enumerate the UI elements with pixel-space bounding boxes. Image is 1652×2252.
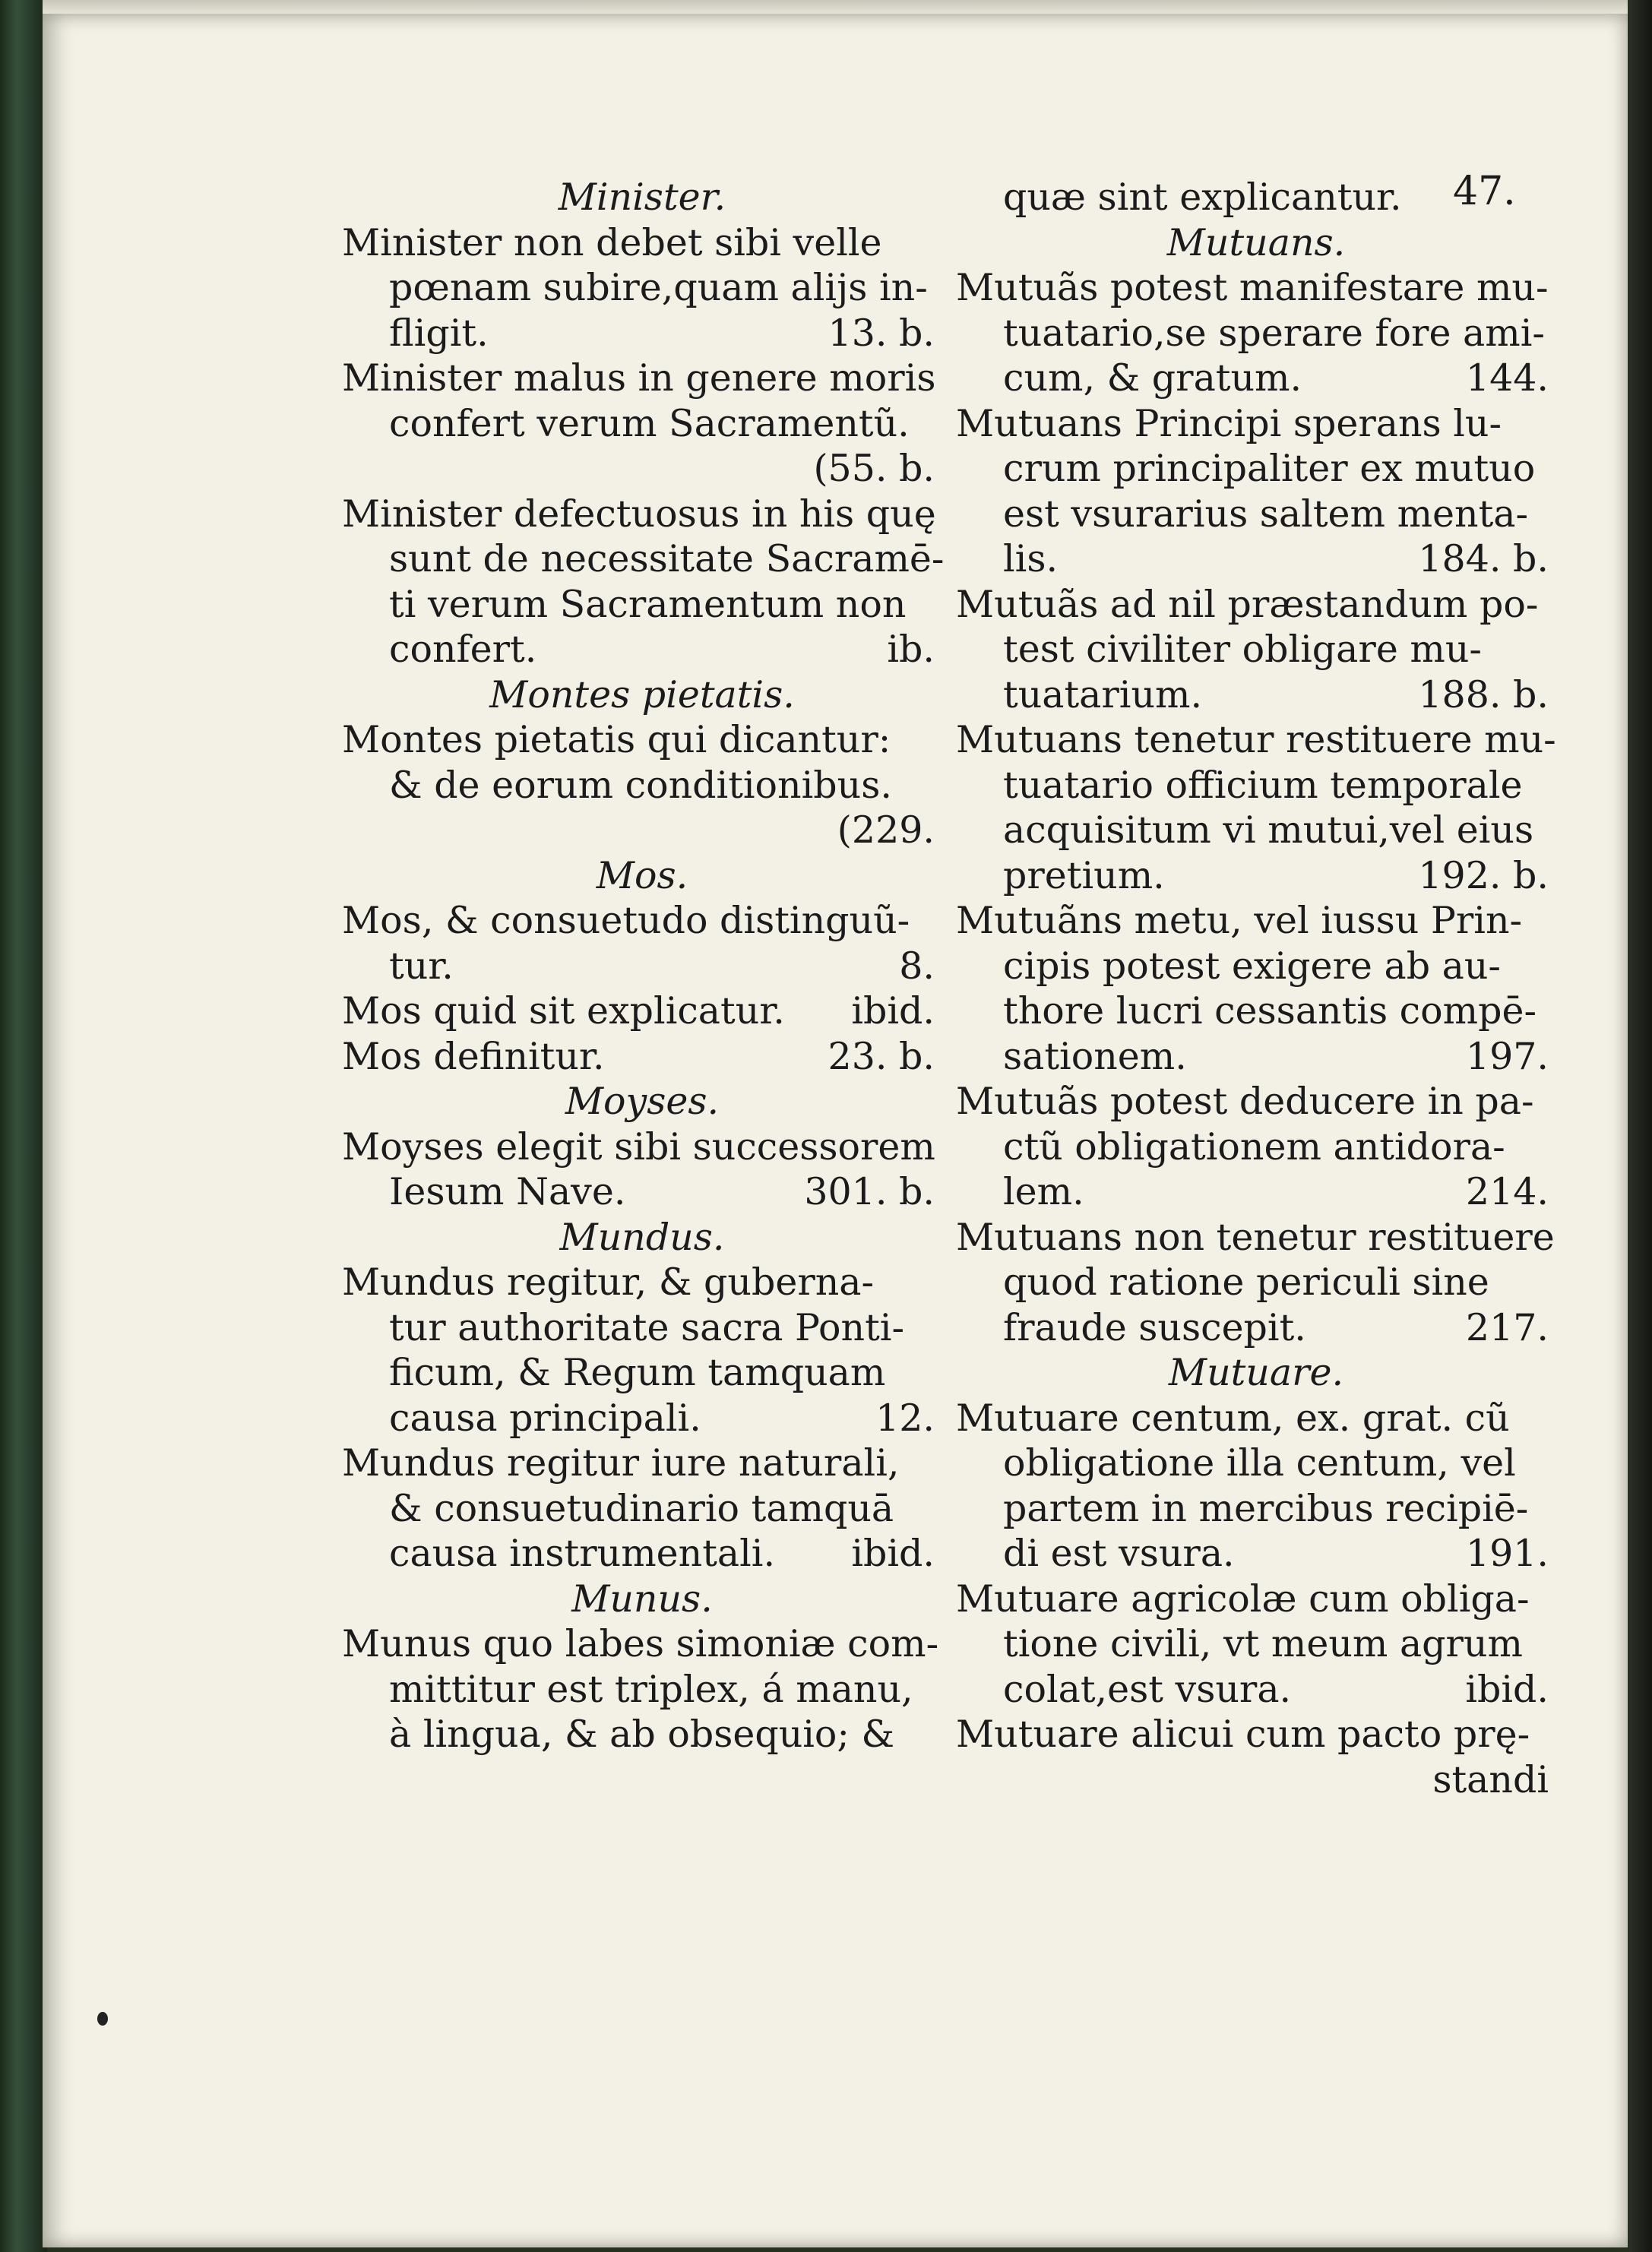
line-text: Mundus.	[559, 1215, 725, 1259]
index-continuation-line	[956, 1757, 1556, 1803]
line-text: Montes pietatis qui dicantur:	[342, 718, 891, 761]
line-text: Mutuans tenetur restituere mu-	[956, 718, 1556, 761]
line-text: confert verum Sacramentũ.	[389, 401, 910, 445]
page-reference: 13. b.	[828, 311, 935, 355]
line-text: Mutuans non tenetur restituere	[956, 1215, 1555, 1259]
index-entry-line	[342, 356, 942, 401]
line-text: pretium.	[1003, 853, 1165, 897]
index-entry-line	[956, 1396, 1556, 1441]
line-text: tione civili, vt meum agrum	[1003, 1622, 1523, 1665]
index-heading	[342, 853, 942, 899]
index-continuation-line	[342, 627, 942, 672]
line-text: tur.	[389, 944, 454, 988]
line-text: Mundus regitur iure naturali,	[342, 1441, 900, 1485]
index-continuation-line	[956, 853, 1556, 899]
index-continuation-line	[956, 446, 1556, 492]
line-text: fraude suscepit.	[1003, 1305, 1306, 1349]
page-reference: 184. b.	[1418, 537, 1549, 580]
index-continuation-line	[342, 536, 945, 582]
line-text: di est vsura.	[1003, 1532, 1235, 1575]
line-text: Iesum Nave.	[389, 1170, 626, 1213]
index-column-left	[342, 175, 945, 1757]
index-continuation-line	[342, 1486, 942, 1532]
index-continuation-line	[342, 1396, 942, 1441]
line-text: sationem.	[1003, 1034, 1187, 1078]
index-entry-line	[956, 401, 1556, 447]
page-reference: 197.	[1465, 1034, 1549, 1078]
index-continuation-line	[342, 1350, 942, 1396]
page-reference: (55. b.	[813, 447, 935, 490]
index-heading	[956, 220, 1556, 266]
index-entry-line	[956, 1215, 1556, 1260]
line-text: Moyses.	[565, 1080, 720, 1123]
line-text: Munus quo labes simoniæ com-	[342, 1622, 939, 1665]
line-text: Minister defectuosus in his quę	[342, 492, 936, 536]
index-continuation-line	[342, 1531, 942, 1577]
index-entry-line	[342, 492, 942, 537]
index-entry-line	[342, 1034, 942, 1080]
page-reference: ibid.	[851, 1532, 935, 1575]
line-text: Mutuare.	[1168, 1351, 1344, 1394]
line-text: mittitur est triplex, á manu,	[389, 1667, 913, 1711]
index-heading	[342, 1215, 942, 1260]
line-text: Mos quid sit explicatur.	[342, 989, 785, 1033]
index-continuation-line	[342, 808, 942, 853]
page-reference: 301. b.	[804, 1170, 935, 1213]
line-text: test civiliter obligare mu-	[1003, 628, 1482, 671]
page-number: 47.	[1453, 169, 1516, 214]
line-text: Mutuans Principi sperans lu-	[956, 401, 1502, 445]
index-continuation-line	[956, 763, 1556, 808]
line-text: obligatione illa centum, vel	[1003, 1441, 1516, 1485]
line-text: Mos, & consuetudo distinguũ-	[342, 899, 910, 942]
line-text: & consuetudinario tamquā	[389, 1486, 894, 1530]
page-reference: 12.	[875, 1396, 935, 1440]
index-continuation-line	[956, 627, 1556, 672]
line-text: Mos definitur.	[342, 1034, 605, 1078]
book-binding-right	[1629, 0, 1652, 2252]
index-entry-line	[956, 898, 1556, 944]
page-reference: 191.	[1465, 1532, 1549, 1575]
line-text: tur authoritate sacra Ponti-	[389, 1305, 905, 1349]
index-continuation-line	[956, 1169, 1556, 1215]
index-continuation-line	[956, 1486, 1556, 1532]
index-continuation-line	[342, 1712, 942, 1757]
line-text: confert.	[389, 628, 537, 671]
line-text: & de eorum conditionibus.	[389, 763, 892, 807]
index-continuation-line	[342, 265, 942, 311]
index-heading	[956, 1350, 1556, 1396]
line-text: crum principaliter ex mutuo	[1003, 447, 1536, 490]
line-text: est vsurarius saltem menta-	[1003, 492, 1529, 536]
line-text: cipis potest exigere ab au-	[1003, 944, 1501, 988]
line-text: à lingua, & ab obsequio; &	[389, 1713, 895, 1756]
page-reference: 192. b.	[1418, 853, 1549, 897]
line-text: Mutuãs potest manifestare mu-	[956, 266, 1549, 309]
index-entry-line	[342, 1621, 942, 1667]
line-text: Munus.	[571, 1577, 713, 1621]
line-text: tuatarium.	[1003, 672, 1203, 716]
line-text: colat,est vsura.	[1003, 1667, 1292, 1711]
line-text: causa instrumentali.	[389, 1532, 776, 1575]
index-entry-line	[342, 988, 942, 1034]
index-continuation-line	[342, 311, 942, 356]
index-continuation-line	[956, 175, 1556, 220]
index-entry-line	[342, 220, 942, 266]
page-reference: 23. b.	[828, 1034, 935, 1078]
page-reference: ibid.	[1465, 1667, 1549, 1711]
index-entry-line	[956, 1712, 1556, 1757]
index-heading	[342, 1577, 942, 1622]
index-entry-line	[342, 898, 942, 944]
index-continuation-line	[342, 401, 942, 447]
ink-blot	[97, 2012, 108, 2026]
line-text: thore lucri cessantis compē-	[1003, 989, 1537, 1033]
page-reference: (229.	[837, 808, 935, 852]
index-entry-line	[956, 1079, 1556, 1124]
index-continuation-line	[956, 1034, 1556, 1080]
page-reference: standi	[1432, 1757, 1549, 1801]
page-reference: 217.	[1465, 1305, 1549, 1349]
index-continuation-line	[956, 988, 1556, 1034]
line-text: Minister non debet sibi velle	[342, 220, 882, 264]
index-continuation-line	[342, 582, 942, 628]
line-text: cum, & gratum.	[1003, 356, 1302, 400]
line-text: Mos.	[596, 853, 688, 897]
index-heading	[342, 672, 942, 718]
page-reference: 144.	[1465, 356, 1549, 400]
index-heading	[342, 175, 942, 220]
index-continuation-line	[956, 492, 1556, 537]
index-continuation-line	[956, 1441, 1556, 1486]
line-text: Moyses elegit sibi successorem	[342, 1124, 935, 1169]
index-continuation-line	[342, 763, 942, 808]
index-continuation-line	[956, 536, 1556, 582]
line-text: Mutuãns metu, vel iussu Prin-	[956, 899, 1523, 942]
line-text: ti verum Sacramentum non	[389, 582, 907, 626]
line-text: Mutuare alicui cum pacto prę-	[956, 1713, 1530, 1756]
index-continuation-line	[342, 1667, 942, 1713]
index-continuation-line	[956, 1260, 1556, 1305]
index-continuation-line	[342, 944, 942, 989]
page-reference: ib.	[887, 628, 935, 671]
line-text: quæ sint explicantur.	[1003, 176, 1402, 219]
index-entry-line	[956, 1577, 1556, 1622]
line-text: tuatario officium temporale	[1003, 763, 1523, 807]
index-entry-line	[342, 1124, 942, 1170]
line-text: Minister malus in genere moris	[342, 356, 936, 400]
index-continuation-line	[342, 1305, 942, 1351]
index-continuation-line	[342, 1169, 942, 1215]
page-reference: 8.	[899, 944, 935, 988]
line-text: Mundus regitur, & guberna-	[342, 1260, 875, 1304]
line-text: quod ratione periculi sine	[1003, 1260, 1489, 1304]
line-text: lem.	[1003, 1170, 1084, 1213]
book-binding-left	[0, 0, 47, 2252]
index-entry-line	[956, 717, 1556, 763]
index-entry-line	[956, 265, 1556, 311]
index-entry-line	[342, 1441, 942, 1486]
index-entry-line	[956, 582, 1556, 628]
index-continuation-line	[956, 311, 1556, 356]
line-text: partem in mercibus recipiē-	[1003, 1486, 1529, 1530]
index-continuation-line	[956, 1667, 1556, 1713]
line-text: causa principali.	[389, 1396, 701, 1440]
index-continuation-line	[956, 1305, 1556, 1351]
line-text: Mutuans.	[1166, 220, 1346, 264]
index-continuation-line	[956, 1531, 1556, 1577]
index-column-right	[956, 175, 1556, 1802]
line-text: fligit.	[389, 311, 489, 355]
line-text: Mutuãs potest deducere in pa-	[956, 1080, 1534, 1123]
index-continuation-line	[956, 1621, 1556, 1667]
line-text: tuatario,se sperare fore ami-	[1003, 311, 1545, 355]
index-heading	[342, 1079, 942, 1124]
index-continuation-line	[956, 356, 1556, 401]
line-text: sunt de necessitate Sacramē-	[389, 537, 945, 580]
index-entry-line	[342, 717, 942, 763]
index-continuation-line	[956, 672, 1556, 718]
line-text: Mutuare agricolæ cum obliga-	[956, 1577, 1530, 1621]
page-reference: 214.	[1465, 1170, 1549, 1213]
line-text: pœnam subire,quam alijs in-	[389, 266, 928, 309]
line-text: Mutuare centum, ex. grat. cũ	[956, 1396, 1510, 1440]
line-text: ficum, & Regum tamquam	[389, 1351, 886, 1394]
line-text: ctũ obligationem antidora-	[1003, 1124, 1505, 1169]
index-continuation-line	[956, 808, 1556, 853]
line-text: Montes pietatis.	[489, 672, 795, 716]
index-continuation-line	[956, 1124, 1556, 1170]
index-continuation-line	[956, 944, 1556, 989]
index-continuation-line	[342, 446, 942, 492]
page-reference: 188. b.	[1418, 672, 1549, 716]
index-entry-line	[342, 1260, 942, 1305]
page-reference: ibid.	[851, 989, 935, 1033]
line-text: Minister.	[558, 176, 726, 219]
line-text: lis.	[1003, 537, 1059, 580]
line-text: Mutuãs ad nil præstandum po-	[956, 582, 1539, 626]
line-text: acquisitum vi mutui,vel eius	[1003, 808, 1534, 852]
